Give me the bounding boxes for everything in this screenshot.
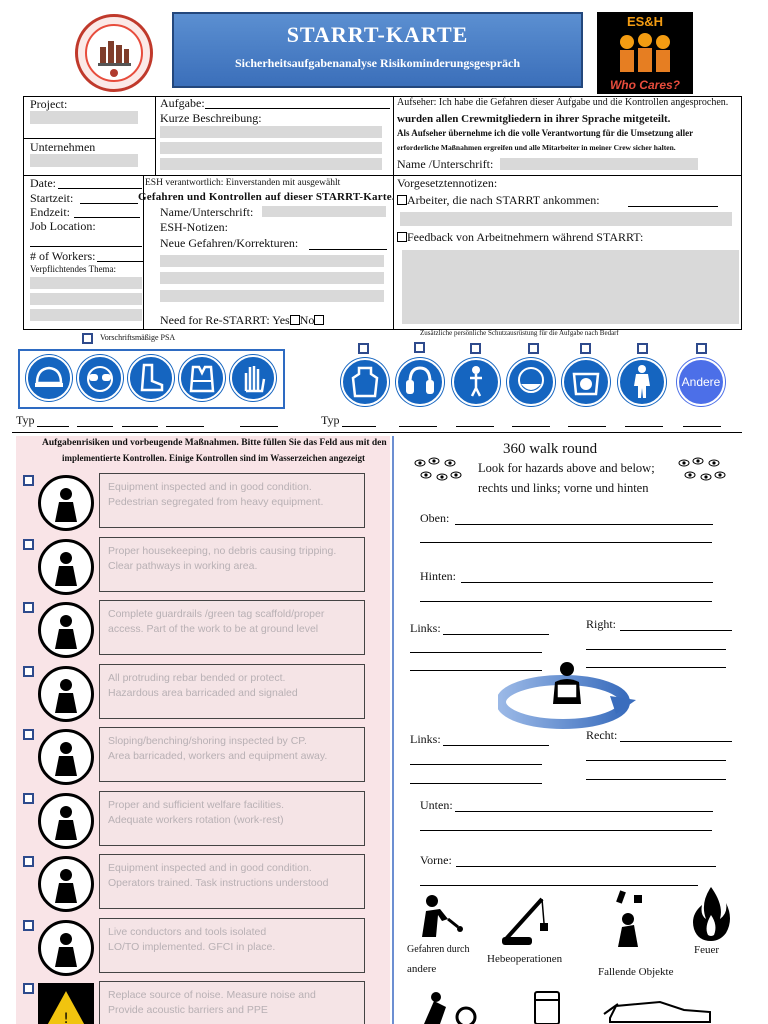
recht-label: Recht: xyxy=(586,728,618,742)
aufseher-line2: wurden allen Crewmitgliedern in ihrer Sprache mitgeteilt. xyxy=(397,113,671,125)
workers-field[interactable] xyxy=(97,261,143,262)
harness-icon xyxy=(452,358,500,406)
yes-checkbox[interactable] xyxy=(290,315,300,325)
hit-hazard-icon xyxy=(414,985,484,1024)
links-field-2[interactable] xyxy=(443,745,549,746)
falling-objects-label: Fallende Objekte xyxy=(598,966,674,978)
neue-gefahren-label: Neue Gefahren/Korrekturen: xyxy=(160,236,299,250)
crane-label: Hebeoperationen xyxy=(487,953,563,965)
risk-item-checkbox[interactable] xyxy=(23,729,34,740)
andere-checkbox[interactable] xyxy=(696,343,707,354)
risk-control-box[interactable] xyxy=(99,473,365,528)
risk-control-box[interactable] xyxy=(99,727,365,782)
startzeit-field[interactable] xyxy=(80,203,138,204)
kurze-field-2[interactable] xyxy=(160,142,382,154)
risk-control-line-2: access. Part of the work to be at ground level xyxy=(108,623,319,635)
gloves-icon xyxy=(230,355,276,401)
risk-item-checkbox[interactable] xyxy=(23,920,34,931)
risk-control-box[interactable] xyxy=(99,791,365,846)
endzeit-field[interactable] xyxy=(74,217,140,218)
risk-control-line-2: Clear pathways in working area. xyxy=(108,560,258,572)
typ-label-left: Typ xyxy=(16,413,35,427)
risk-item-checkbox[interactable] xyxy=(23,539,34,550)
welding-label-2: andere xyxy=(407,963,437,975)
project-label: Project: xyxy=(30,97,68,111)
fire-label: Feuer xyxy=(694,944,720,956)
kurze-field-1[interactable] xyxy=(160,126,382,138)
coverall-checkbox[interactable] xyxy=(637,343,648,354)
aufgabe-label: Aufgabe: xyxy=(160,96,205,110)
face-shield-icon xyxy=(562,358,610,406)
risk-control-line-1: Live conductors and tools isolated xyxy=(108,926,267,938)
rebar-icon xyxy=(38,666,94,722)
typ-label-right: Typ xyxy=(321,413,340,427)
safety-glasses-icon xyxy=(77,355,123,401)
recht-field[interactable] xyxy=(620,741,732,742)
startzeit-label: Startzeit: xyxy=(30,191,74,205)
risk-control-line-2: Adequate workers rotation (work-rest) xyxy=(108,814,284,826)
right-field[interactable] xyxy=(620,630,732,631)
heavy-equipment-icon xyxy=(38,475,94,531)
mask-checkbox[interactable] xyxy=(528,343,539,354)
name-unterschrift-esh-label: Name/Unterschrift: xyxy=(160,205,254,219)
risk-control-box[interactable] xyxy=(99,854,365,909)
risk-control-line-1: Equipment inspected and in good condition. xyxy=(108,862,312,874)
verpflichtendes-field-2[interactable] xyxy=(30,293,142,305)
risk-item-checkbox[interactable] xyxy=(23,666,34,677)
need-restarrt: Need for Re-STARRT: Yes No xyxy=(160,313,324,328)
additional-ppe-label: Zusätzliche persönliche Schutzausrüstung für die Aufgabe nach Bedarf xyxy=(420,329,619,337)
hinten-field[interactable] xyxy=(461,582,713,583)
risk-heading-2: implementierte Kontrollen. Einige Kontrollen sind im Wasserzeichen angezeigt xyxy=(62,453,365,463)
arbeiter-row: Arbeiter, die nach STARRT ankommen: xyxy=(397,193,600,208)
risk-control-line-1: Sloping/benching/shoring inspected by CP. xyxy=(108,735,307,747)
face-shield-checkbox[interactable] xyxy=(580,343,591,354)
aufseher-line1: Aufseher: Ich habe die Gefahren dieser Aufgabe und die Kontrollen angesprochen. xyxy=(397,97,729,108)
mandatory-ppe-checkbox[interactable] xyxy=(82,333,93,344)
oben-label: Oben: xyxy=(420,511,450,525)
hard-hat-icon xyxy=(26,355,72,401)
verpflichtendes-field-3[interactable] xyxy=(30,309,142,321)
safety-vest-icon xyxy=(179,355,225,401)
welding-label-1: Gefahren durch xyxy=(407,944,470,955)
risk-heading-1: Aufgabenrisiken und vorbeugende Maßnahmen. Bitte füllen Sie das Feld aus mit den xyxy=(42,438,387,448)
heat-stress-icon xyxy=(38,793,94,849)
workers-label: # of Workers: xyxy=(30,249,96,263)
unternehmen-label: Unternehmen xyxy=(30,140,96,154)
risk-control-line-1: All protruding rebar bended or protect. xyxy=(108,672,286,684)
date-field[interactable] xyxy=(58,188,142,189)
aufgabe-field[interactable] xyxy=(205,108,390,109)
esh-notes-field-3[interactable] xyxy=(160,290,384,302)
links-field-1[interactable] xyxy=(443,634,549,635)
job-location-label: Job Location: xyxy=(30,219,96,233)
eyes-icon xyxy=(412,455,464,485)
arbeiter-checkbox[interactable] xyxy=(397,195,407,205)
arbeiter-field[interactable] xyxy=(628,206,718,207)
feedback-row: Feedback von Arbeitnehmern während STARRT: xyxy=(397,230,643,245)
barrel-icon xyxy=(529,988,565,1024)
unten-field[interactable] xyxy=(455,811,713,812)
esh-notes-field-1[interactable] xyxy=(160,255,384,267)
aufseher-name-label: Name /Unterschrift: xyxy=(397,157,494,171)
risk-control-line-2: Pedestrian segregated from heavy equipment. xyxy=(108,496,324,508)
risk-item-checkbox[interactable] xyxy=(23,475,34,486)
esh-logo: ES&H Who Cares? xyxy=(597,12,693,94)
project-field[interactable] xyxy=(30,111,138,124)
apron-checkbox[interactable] xyxy=(358,343,369,354)
harness-checkbox[interactable] xyxy=(470,343,481,354)
esh-verantwortlich: ESH verantwortlich: Einverstanden mit ausgewählt xyxy=(145,178,341,188)
vehicle-icon xyxy=(600,996,720,1024)
equipment-operator-icon xyxy=(38,856,94,912)
arbeiter-field-2[interactable] xyxy=(400,212,732,226)
endzeit-label: Endzeit: xyxy=(30,205,70,219)
unten-label: Unten: xyxy=(420,798,453,812)
risk-control-box[interactable] xyxy=(99,664,365,719)
workers-icon xyxy=(615,30,675,76)
eyes-icon-right xyxy=(676,455,728,485)
verpflichtendes-label: Verpflichtendes Thema: xyxy=(30,264,117,274)
risk-control-line-2: Provide acoustic barriers and PPE xyxy=(108,1004,268,1016)
aufseher-name-field[interactable] xyxy=(500,158,698,170)
risk-control-box[interactable] xyxy=(99,600,365,655)
aufseher-line4: erforderliche Maßnahmen ergreifen und alle Mitarbeiter in meiner Crew sicher halten. xyxy=(397,143,676,152)
safety-boots-icon xyxy=(128,355,174,401)
esh-notizen-label: ESH-Notizen: xyxy=(160,220,228,234)
walk-line1: Look for hazards above and below; xyxy=(478,461,655,475)
title-banner xyxy=(172,12,583,88)
risk-item-checkbox[interactable] xyxy=(23,983,34,994)
ear-protection-icon xyxy=(396,358,444,406)
risk-control-line-1: Proper housekeeping, no debris causing tripping. xyxy=(108,545,337,557)
reading-person-icon xyxy=(545,660,589,712)
walk-title: 360 walk round xyxy=(503,441,598,457)
welding-icon xyxy=(416,893,466,939)
risk-control-box[interactable] xyxy=(99,918,365,973)
apron-icon xyxy=(341,358,389,406)
verpflichtendes-field-1[interactable] xyxy=(30,277,142,289)
risk-control-line-1: Complete guardrails /green tag scaffold/proper xyxy=(108,608,325,620)
mandatory-ppe-label: Vorschriftsmäßige PSA xyxy=(100,333,176,342)
gefahren-kontrollen: Gefahren und Kontrollen auf dieser STARRT-Karte. xyxy=(138,191,395,203)
risk-control-line-1: Equipment inspected and in good condition. xyxy=(108,481,312,493)
risk-control-line-2: Operators trained. Task instructions understood xyxy=(108,877,329,889)
page-title: STARRT-KARTE xyxy=(286,22,469,47)
andere-button[interactable]: Andere xyxy=(677,358,725,406)
oben-field[interactable] xyxy=(455,524,713,525)
aufseher-line3: Als Aufseher übernehme ich die volle Verantwortung für die Umsetzung aller xyxy=(397,128,694,138)
mask-icon xyxy=(507,358,555,406)
risk-control-line-2: Hazardous area barricaded and signaled xyxy=(108,687,298,699)
crane-icon xyxy=(500,893,556,949)
fall-icon xyxy=(38,602,94,658)
ear-protection-checkbox[interactable] xyxy=(414,342,425,353)
date-label: Date: xyxy=(30,176,56,190)
risk-item-checkbox[interactable] xyxy=(23,602,34,613)
neue-gefahren-field[interactable] xyxy=(309,249,387,250)
coverall-icon xyxy=(618,358,666,406)
hinten-label: Hinten: xyxy=(420,569,456,583)
unternehmen-field[interactable] xyxy=(30,154,138,167)
vorgesetzten-label: Vorgesetztennotizen: xyxy=(397,176,498,190)
risk-control-box[interactable] xyxy=(99,537,365,592)
falling-objects-icon xyxy=(604,889,656,949)
vorne-label: Vorne: xyxy=(420,853,452,867)
links-label-2: Links: xyxy=(410,732,441,746)
risk-item-checkbox[interactable] xyxy=(23,856,34,867)
kurze-field-3[interactable] xyxy=(160,158,382,170)
tripping-icon xyxy=(38,539,94,595)
page-subtitle: Sicherheitsaufgabenanalyse Risikominderungsgespräch xyxy=(234,56,521,70)
risk-control-line-2: Area barricaded, workers and equipment away. xyxy=(108,750,328,762)
name-unterschrift-esh-field[interactable] xyxy=(262,206,386,217)
esh-notes-field-2[interactable] xyxy=(160,272,384,284)
right-label: Right: xyxy=(586,617,617,631)
risk-item-checkbox[interactable] xyxy=(23,793,34,804)
company-logo xyxy=(75,14,153,92)
risk-control-box[interactable] xyxy=(99,981,365,1024)
feedback-field[interactable] xyxy=(402,250,739,324)
no-checkbox[interactable] xyxy=(314,315,324,325)
svg-text:!: ! xyxy=(63,1011,69,1024)
links-label-1: Links: xyxy=(410,621,441,635)
noise-icon xyxy=(38,983,94,1024)
kurze-label: Kurze Beschreibung: xyxy=(160,111,262,125)
walk-line2: rechts und links; vorne und hinten xyxy=(478,481,649,495)
excavation-icon xyxy=(38,729,94,785)
feedback-checkbox[interactable] xyxy=(397,232,407,242)
job-location-field[interactable] xyxy=(30,246,142,247)
risk-control-line-1: Replace source of noise. Measure noise and xyxy=(108,989,316,1001)
risk-control-line-1: Proper and sufficient welfare facilities. xyxy=(108,799,285,811)
vorne-field[interactable] xyxy=(456,866,716,867)
fire-icon xyxy=(690,885,732,943)
risk-control-line-2: LO/TO implemented. GFCI in place. xyxy=(108,941,276,953)
electrical-icon xyxy=(38,920,94,976)
